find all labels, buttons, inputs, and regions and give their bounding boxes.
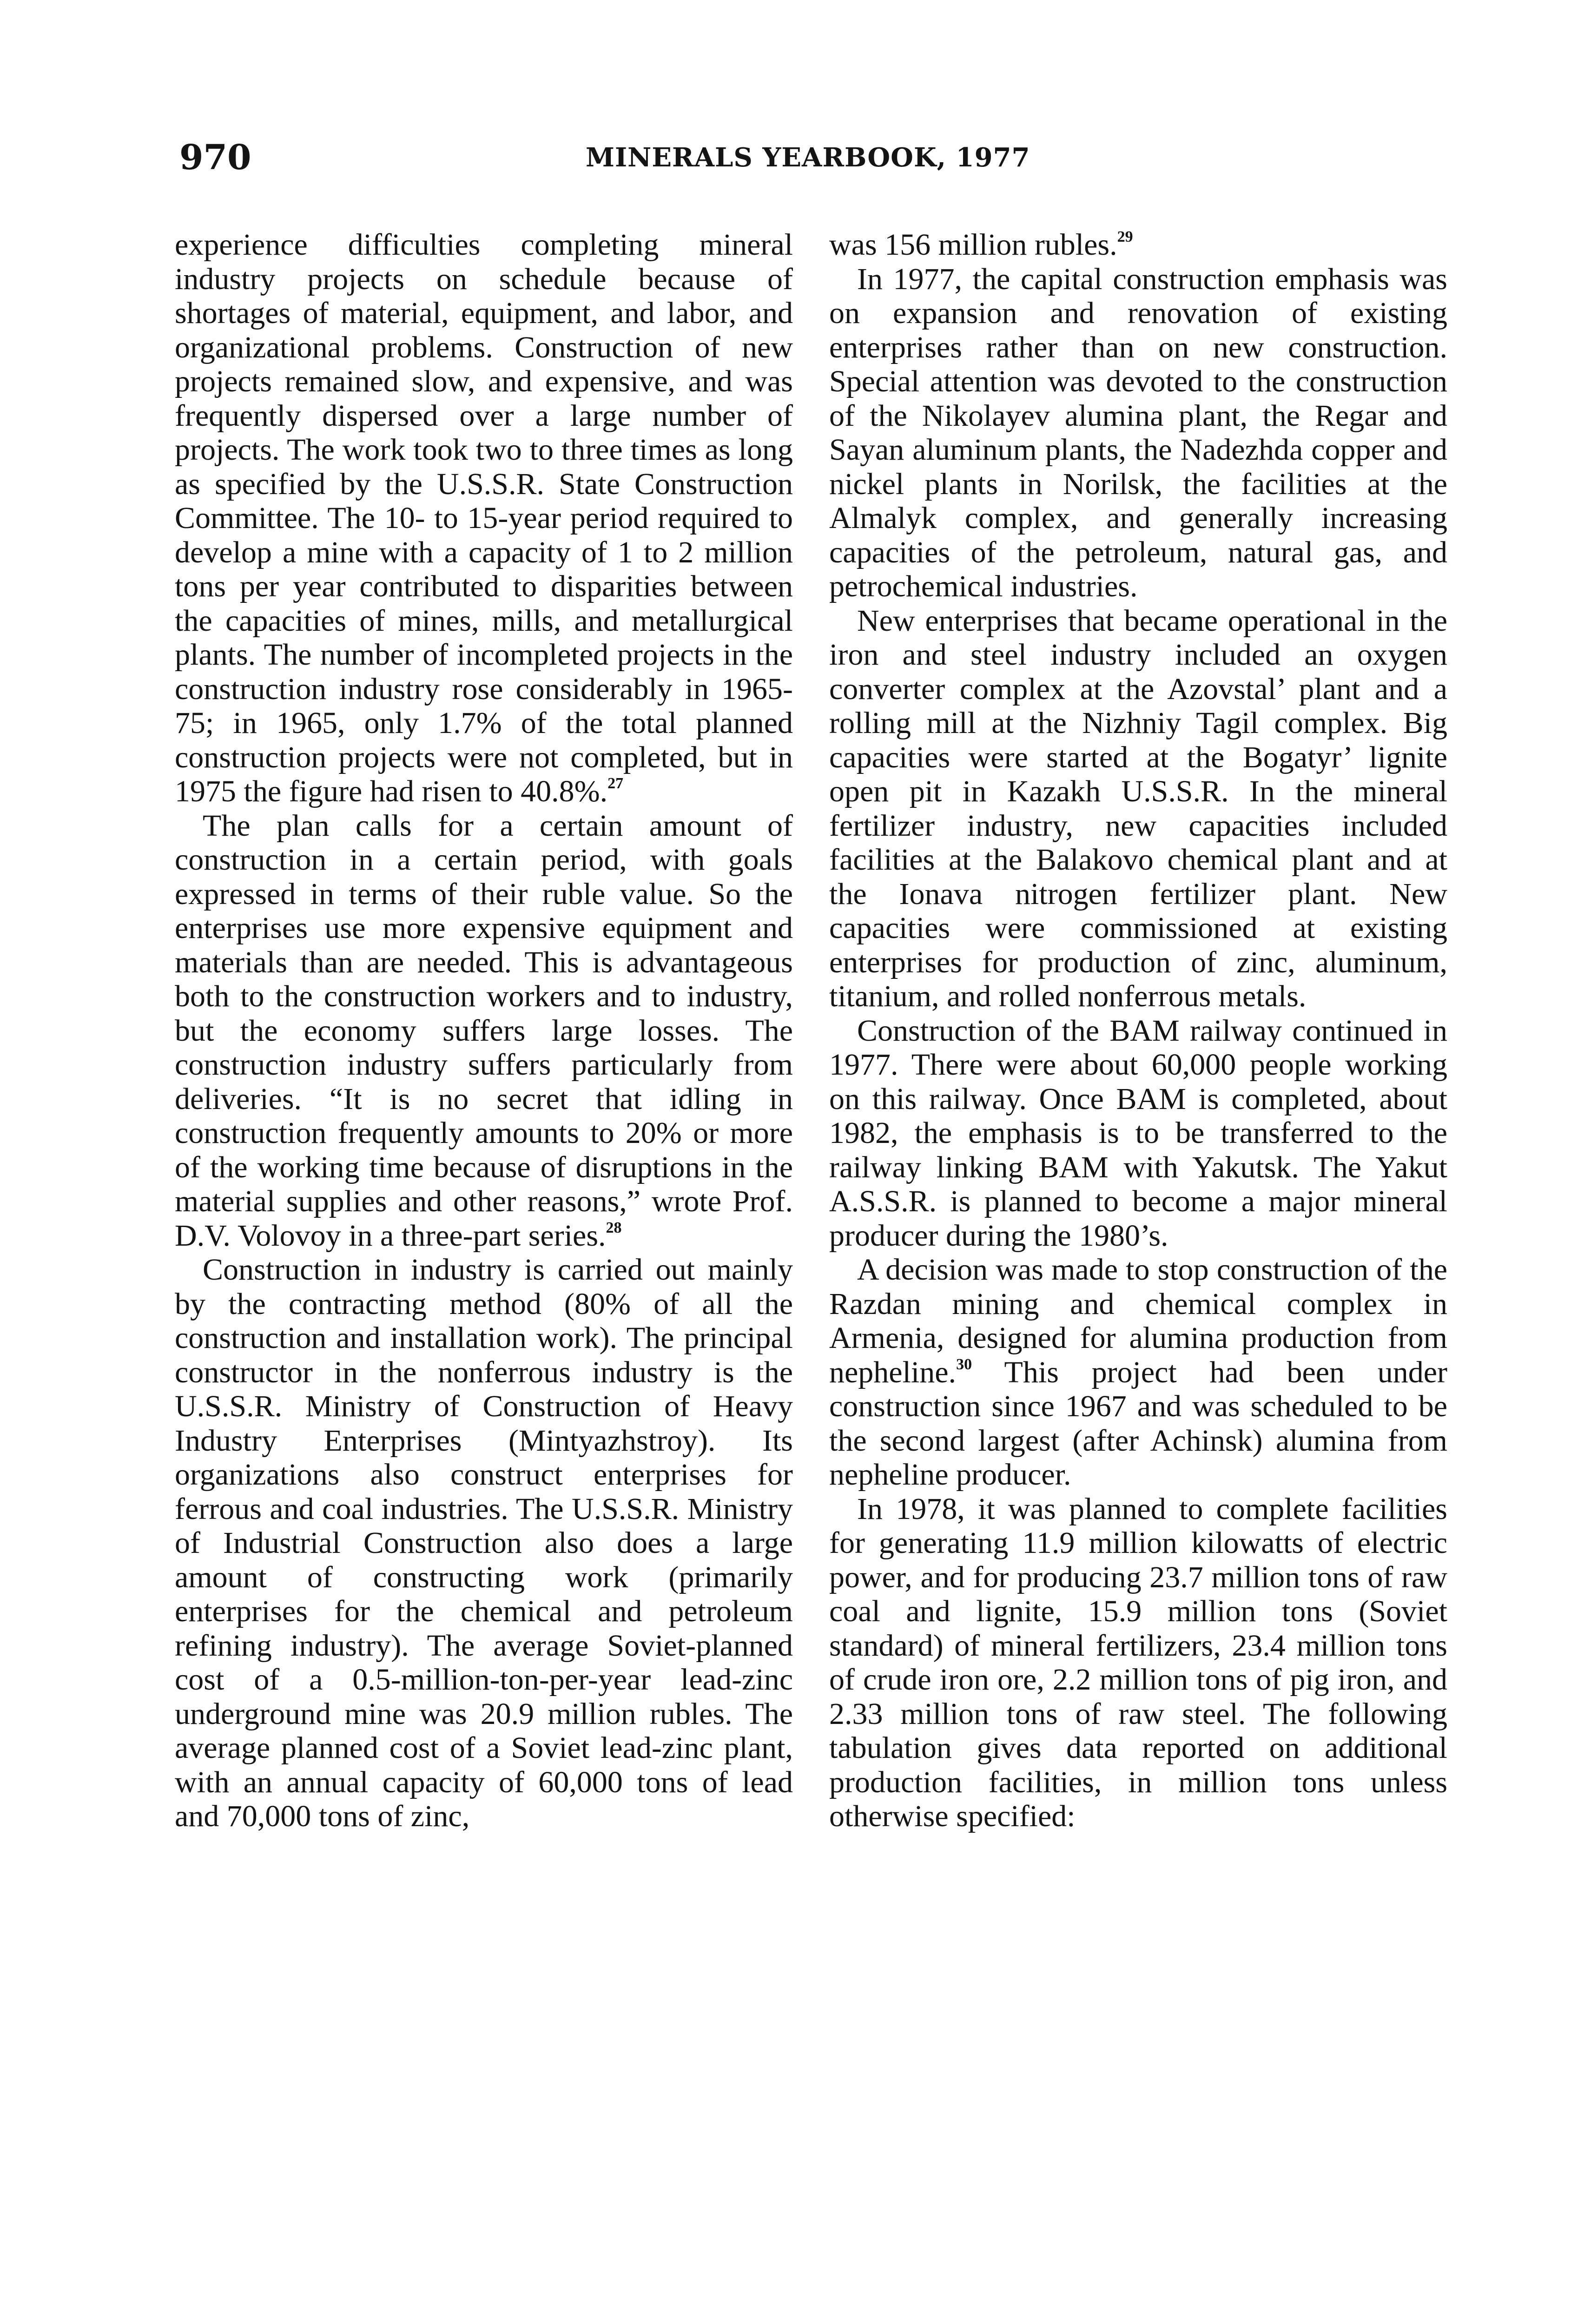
footnote-ref: 29 bbox=[1117, 228, 1133, 245]
paragraph bbox=[175, 1253, 793, 1834]
paragraph-text: New enterprises that became operational in the iron and steel industry included an oxygen converter complex at the Azovstal’ plant and a rolling mill at the Nizhniy Tagil complex. Big capacities were started at the Bogatyr’ lignite open pit in Kazakh U.S.S.R. In the mineral fertilizer industry, new capacities included facilities at the Balakovo chemical plant and at the Ionava nitrogen fertilizer plant. New capacities were commissioned at existing enterprises for production of zinc, aluminum, titanium, and rolled nonferrous metals. bbox=[829, 603, 1447, 1013]
paragraph bbox=[829, 228, 1447, 262]
paragraph bbox=[175, 228, 793, 809]
paragraph bbox=[829, 1253, 1447, 1492]
paragraph-text: A decision was made to stop construction of the Razdan mining and chemical complex in Armenia, designed for alumina production from nepheline. bbox=[829, 1253, 1447, 1389]
left-column bbox=[175, 228, 793, 1834]
paragraph-text: In 1978, it was planned to complete facilities for generating 11.9 million kilowatts of electric power, and for producing 23.7 million tons of raw coal and lignite, 15.9 million tons (Soviet standard) of mineral fertilizers, 23.4 million tons of crude iron ore, 2.2 million tons of pig iron, and 2.33 million tons of raw steel. The following tabulation gives data reported on additional production facilities, in million tons unless otherwise specified: bbox=[829, 1492, 1447, 1833]
right-column bbox=[829, 228, 1447, 1834]
paragraph bbox=[829, 262, 1447, 604]
paragraph bbox=[175, 809, 793, 1253]
paragraph-text: experience difficulties completing mineral industry projects on schedule because of shortages of material, equipment, and labor, and organizational problems. Construction of new projects remained slow, and expensive, and was frequently dispersed over a large number of projects. The work took two to three times as long as specified by the U.S.S.R. State Construction Committee. The 10- to 15-year period required to develop a mine with a capacity of 1 to 2 million tons per year contributed to disparities between the capacities of mines, mills, and metallurgical plants. The number of incompleted projects in the construction industry rose considerably in 1965-75; in 1965, only 1.7% of the total planned construction projects were not completed, but in 1975 the figure had risen to 40.8%. bbox=[175, 228, 793, 808]
paragraph-text: Construction in industry is carried out mainly by the contracting method (80% of all the construction and installation work). The principal constructor in the nonferrous industry is the U.S.S.R. Ministry of Construction of Heavy Industry Enterprises (Mintyazhstroy). Its organizations also construct enterprises for ferrous and coal industries. The U.S.S.R. Ministry of Industrial Construction also does a large amount of constructing work (primarily enterprises for the chemical and petroleum refining industry). The average Soviet-planned cost of a 0.5-million-ton-per-year lead-zinc underground mine was 20.9 million rubles. The average planned cost of a Soviet lead-zinc plant, with an annual capacity of 60,000 tons of lead and 70,000 tons of zinc, bbox=[175, 1253, 793, 1833]
paragraph bbox=[829, 1014, 1447, 1253]
footnote-ref: 28 bbox=[606, 1219, 622, 1236]
paragraph-text: This project had been under construction since 1967 and was scheduled to be the second largest (after Achinsk) alumina from nepheline producer. bbox=[829, 1355, 1447, 1492]
paragraph bbox=[829, 604, 1447, 1014]
paragraph bbox=[829, 1492, 1447, 1834]
footnote-ref: 27 bbox=[607, 775, 624, 792]
running-head: MINERALS YEARBOOK, 1977 bbox=[586, 142, 1030, 173]
paragraph-text: was 156 million rubles. bbox=[829, 228, 1117, 262]
paragraph-text: In 1977, the capital construction emphasis was on expansion and renovation of existing enterprises rather than on new construction. Special attention was devoted to the construction of the Nikolayev alumina plant, the Regar and Sayan aluminum plants, the Nadezhda copper and nickel plants in Norilsk, the facilities at the Almalyk complex, and generally increasing capacities of the petroleum, natural gas, and petrochemical industries. bbox=[829, 262, 1447, 603]
footnote-ref: 30 bbox=[956, 1355, 972, 1373]
paragraph-text: Construction of the BAM railway continued in 1977. There were about 60,000 people working on this railway. Once BAM is completed, about 1982, the emphasis is to be transferred to the railway linking BAM with Yakutsk. The Yakut A.S.S.R. is planned to become a major mineral producer during the 1980’s. bbox=[829, 1013, 1447, 1253]
page-number: 970 bbox=[179, 138, 251, 178]
paragraph-text: The plan calls for a certain amount of construction in a certain period, with goals expressed in terms of their ruble value. So the enterprises use more expensive equipment and materials than are needed. This is advantageous both to the construction workers and to industry, but the economy suffers large losses. The construction industry suffers particularly from deliveries. “It is no secret that idling in construction frequently amounts to 20% or more of the working time because of disruptions in the material supplies and other reasons,” wrote Prof. D.V. Volovoy in a three-part series. bbox=[175, 808, 793, 1253]
